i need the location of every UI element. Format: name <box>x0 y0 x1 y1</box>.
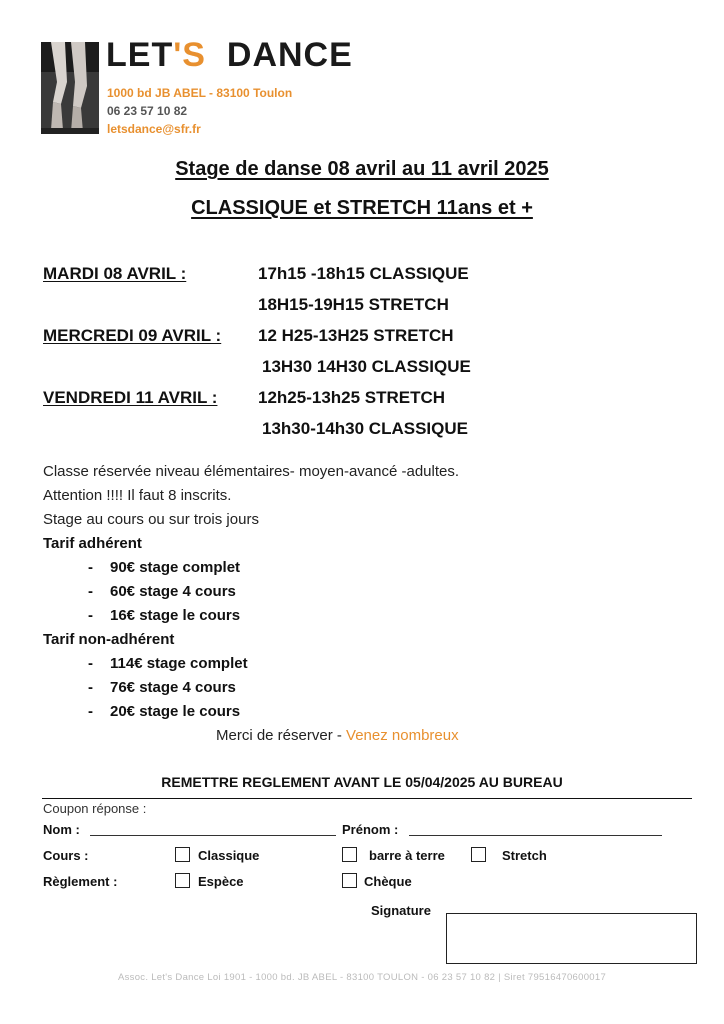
cours-label: Cours : <box>43 848 89 863</box>
signature-label: Signature <box>371 903 431 918</box>
prenom-label: Prénom : <box>342 822 399 837</box>
schedule-day-1: MARDI 08 AVRIL : <box>43 264 187 283</box>
dancer-feet-photo <box>41 42 99 134</box>
schedule-slot: 17h15 -18h15 CLASSIQUE <box>258 264 469 283</box>
nom-field[interactable] <box>90 835 336 836</box>
schedule-slot: 12h25-13h25 STRETCH <box>258 388 446 407</box>
tarif-item: 114€ stage complet <box>110 655 248 672</box>
list-dash: - <box>88 655 93 672</box>
schedule-slot: 18H15-19H15 STRETCH <box>258 295 449 314</box>
merci-text: Merci de réserver - Venez nombreux <box>216 727 459 744</box>
signature-box[interactable] <box>446 913 697 964</box>
list-dash: - <box>88 607 93 624</box>
stretch-option-label: Stretch <box>502 848 547 863</box>
brand-logo: LET'S DANCE <box>106 36 353 74</box>
cheque-checkbox[interactable] <box>342 873 357 888</box>
nom-label: Nom : <box>43 822 80 837</box>
info-attention: Attention !!!! Il faut 8 inscrits. <box>43 487 232 504</box>
list-dash: - <box>88 703 93 720</box>
list-dash: - <box>88 583 93 600</box>
classique-checkbox[interactable] <box>175 847 190 862</box>
coupon-label: Coupon réponse : <box>43 801 147 816</box>
info-stage: Stage au cours ou sur trois jours <box>43 511 259 528</box>
address-text: 1000 bd JB ABEL - 83100 Toulon <box>107 86 293 100</box>
email-text: letsdance@sfr.fr <box>107 122 201 136</box>
classique-option-label: Classique <box>198 848 260 863</box>
page-title: Stage de danse 08 avril au 11 avril 2025 <box>175 158 549 180</box>
barre-option-label: barre à terre <box>369 848 445 863</box>
cheque-option-label: Chèque <box>364 874 412 889</box>
tarif-non-adherent-title: Tarif non-adhérent <box>43 631 175 648</box>
schedule-slot: 13h30-14h30 CLASSIQUE <box>262 419 468 438</box>
list-dash: - <box>88 679 93 696</box>
barre-a-terre-checkbox[interactable] <box>342 847 357 862</box>
footer-legal: Assoc. Let's Dance Loi 1901 - 1000 bd. JB ABEL - 83100 TOULON - 06 23 57 10 82 | Siret 79516470600017 <box>117 972 607 983</box>
tarif-item: 16€ stage le cours <box>110 607 241 624</box>
schedule-day-2: MERCREDI 09 AVRIL : <box>43 326 222 345</box>
reglement-label: Règlement : <box>43 874 118 889</box>
payment-deadline: REMETTRE REGLEMENT AVANT LE 05/04/2025 AU BUREAU <box>161 774 563 790</box>
info-level: Classe réservée niveau élémentaires- moyen-avancé -adultes. <box>43 463 460 480</box>
phone-text: 06 23 57 10 82 <box>107 104 188 118</box>
list-dash: - <box>88 559 93 576</box>
tarif-item: 90€ stage complet <box>110 559 241 576</box>
schedule-slot: 12 H25-13H25 STRETCH <box>258 326 454 345</box>
tarif-item: 76€ stage 4 cours <box>110 679 236 696</box>
tarif-item: 20€ stage le cours <box>110 703 241 720</box>
tarif-adherent-title: Tarif adhérent <box>43 535 142 552</box>
schedule-slot: 13H30 14H30 CLASSIQUE <box>262 357 471 376</box>
divider <box>42 798 692 799</box>
tarif-item: 60€ stage 4 cours <box>110 583 236 600</box>
prenom-field[interactable] <box>409 835 662 836</box>
espece-option-label: Espèce <box>198 874 244 889</box>
espece-checkbox[interactable] <box>175 873 190 888</box>
stretch-checkbox[interactable] <box>471 847 486 862</box>
schedule-day-3: VENDREDI 11 AVRIL : <box>43 388 218 407</box>
page-subtitle: CLASSIQUE et STRETCH 11ans et + <box>191 197 533 219</box>
